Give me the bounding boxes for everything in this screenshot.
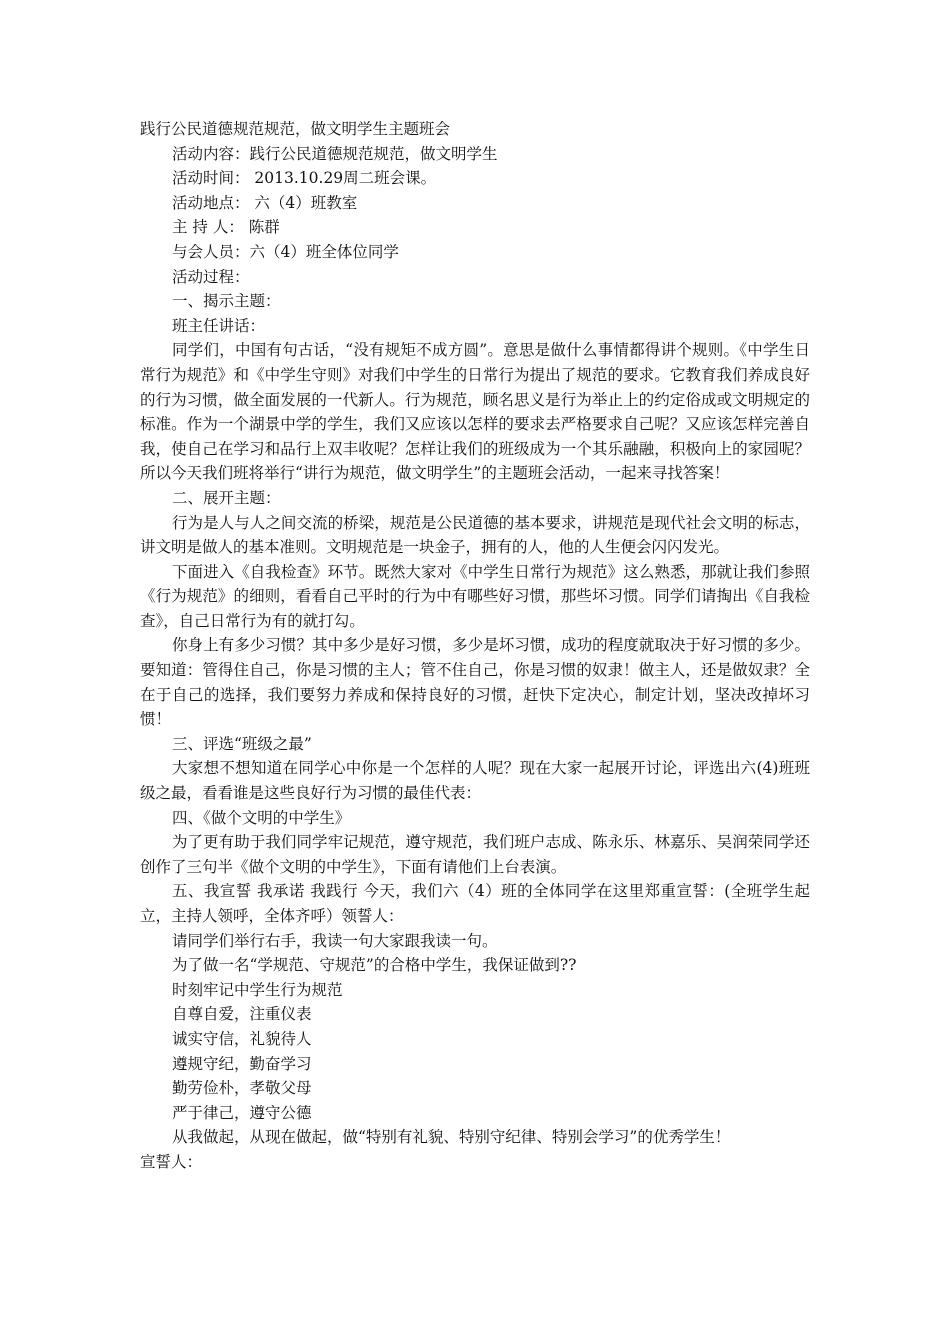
oath-signer-label: 宣誓人： bbox=[140, 1152, 203, 1171]
paragraph-behavior-norms: 行为是人与人之间交流的桥梁，规范是公民道德的基本要求，讲规范是现代社会文明的标志，讲文明是做人的基本准则。文明规范是一块金子，拥有的人，他的人生便会闪闪发光。 bbox=[140, 513, 810, 557]
section-heading-2: 二、展开主题： bbox=[172, 488, 281, 507]
oath-line: 请同学们举行右手，我读一句大家跟我读一句。 bbox=[172, 931, 498, 950]
oath-line: 为了做一名“学规范、守规范”的合格中学生，我保证做到?? bbox=[172, 956, 577, 975]
activity-place: 活动地点： 六（4）班教室 bbox=[172, 193, 358, 212]
document-title: 践行公民道德规范规范，做文明学生主题班会 bbox=[140, 120, 451, 138]
oath-line: 遵规守纪，勤奋学习 bbox=[172, 1054, 312, 1073]
section-heading-3: 三、评选“班级之最” bbox=[172, 734, 312, 753]
oath-line: 时刻牢记中学生行为规范 bbox=[172, 980, 343, 999]
section-heading-1: 一、揭示主题： bbox=[172, 292, 281, 311]
paragraph-class-best: 大家想不想知道在同学心中你是一个怎样的人呢？现在大家一起展开讨论，评选出六(4)班班级之最，看看谁是这些良好行为习惯的最佳代表： bbox=[140, 759, 810, 803]
teacher-speech-label: 班主任讲话： bbox=[172, 316, 266, 335]
section-heading-4: 四、《做个文明的中学生》 bbox=[172, 808, 351, 827]
activity-time: 活动时间： 2013.10.29周二班会课。 bbox=[172, 169, 437, 188]
activity-host: 主 持 人： 陈群 bbox=[172, 218, 280, 237]
paragraph-performance: 为了更有助于我们同学牢记规范，遵守规范，我们班户志成、陈永乐、林嘉乐、吴润荣同学还创作了三句半《做个文明的中学生》，下面有请他们上台表演。 bbox=[140, 833, 810, 876]
paragraph-self-check: 下面进入《自我检查》环节。既然大家对《中学生日常行为规范》这么熟悉，那就让我们参照《行为规范》的细则，看看自己平时的行为中有哪些好习惯，那些坏习惯。同学们请掏出《自我检查》，自己日常行为有的就打勾。 bbox=[140, 562, 810, 630]
paragraph-oath-intro: 五、我宣誓 我承诺 我践行 今天，我们六（4）班的全体同学在这里郑重宣誓：(全班学生起立，主持人领呼，全体齐呼）领誓人： bbox=[140, 882, 810, 925]
oath-line: 自尊自爱，注重仪表 bbox=[172, 1005, 312, 1024]
activity-process-heading: 活动过程： bbox=[172, 267, 250, 286]
paragraph-habits: 你身上有多少习惯？其中多少是好习惯，多少是坏习惯，成功的程度就取决于好习惯的多少。要知道：管得住自己，你是习惯的主人；管不住自己，你是习惯的奴隶！做主人，还是做奴隶？全在于自己的选择，我们要努力养成和保持良好的习惯，赶快下定决心，制定计划，坚决改掉坏习惯！ bbox=[140, 636, 810, 729]
oath-line: 诚实守信，礼貌待人 bbox=[172, 1029, 312, 1048]
paragraph-teacher-speech: 同学们，中国有句古话，“没有规矩不成方圆”。意思是做什么事情都得讲个规则。《中学生日常行为规范》和《中学生守则》对我们中学生的日常行为提出了规范的要求。它教育我们养成良好的行为习惯，做全面发展的一代新人。行为规范，顾名思义是行为举止上的约定俗成或文明规定的标准。作为一个湖景中学的学生，我们又应该以怎样的要求去严格要求自己呢？又应该怎样完善自我，使自己在学习和品行上双丰收呢？怎样让我们的班级成为一个其乐融融，积极向上的家园呢？所以今天我们班将举行“讲行为规范，做文明学生”的主题班会活动，一起来寻找答案！ bbox=[140, 341, 810, 483]
oath-line: 严于律己，遵守公德 bbox=[172, 1103, 312, 1122]
oath-line: 勤劳俭朴，孝敬父母 bbox=[172, 1079, 312, 1098]
activity-content: 活动内容：践行公民道德规范规范，做文明学生 bbox=[172, 144, 498, 163]
paragraph-oath-closing: 从我做起，从现在做起，做“特别有礼貌、特别守纪律、特别会学习”的优秀学生！ bbox=[172, 1128, 731, 1147]
activity-attendees: 与会人员：六（4）班全体位同学 bbox=[172, 242, 399, 261]
